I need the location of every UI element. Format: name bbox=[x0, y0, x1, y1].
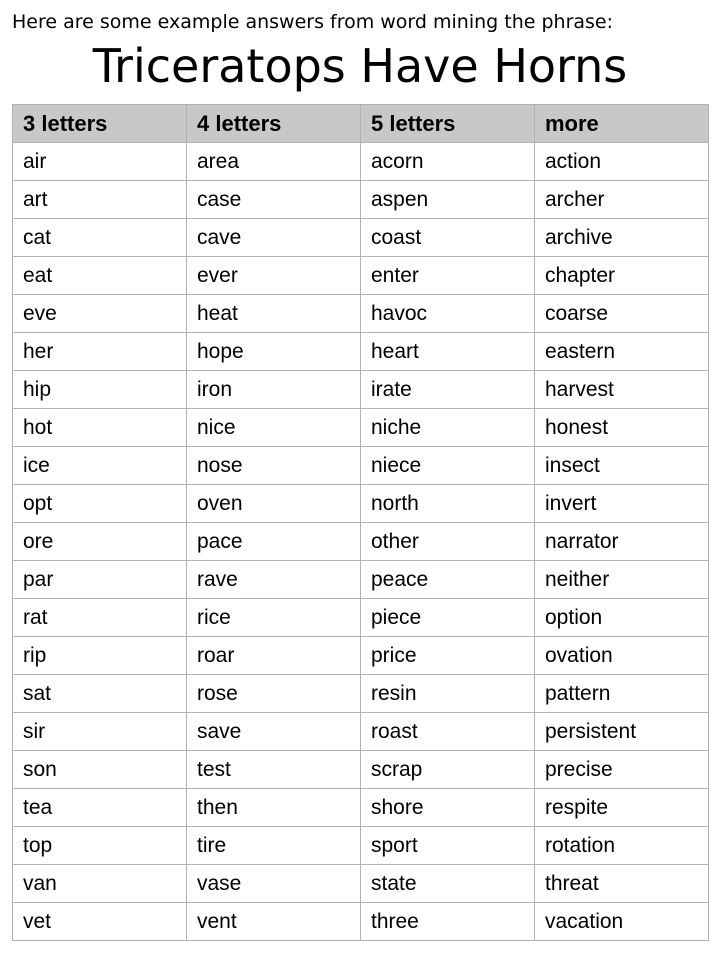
5-letter-word-cell: shore bbox=[361, 789, 535, 827]
4-letter-word-cell: vase bbox=[187, 865, 361, 903]
longer-word-cell: honest bbox=[535, 409, 709, 447]
3-letter-word-cell: par bbox=[13, 561, 187, 599]
4-letter-word-cell: ever bbox=[187, 257, 361, 295]
5-letter-word-cell: roast bbox=[361, 713, 535, 751]
longer-word-cell: option bbox=[535, 599, 709, 637]
3-letter-word-cell: air bbox=[13, 143, 187, 181]
longer-word-cell: insect bbox=[535, 447, 709, 485]
table-row bbox=[13, 143, 709, 181]
3-letter-word-cell: son bbox=[13, 751, 187, 789]
3-letter-word-cell: tea bbox=[13, 789, 187, 827]
table-row bbox=[13, 485, 709, 523]
5-letter-word-cell: enter bbox=[361, 257, 535, 295]
longer-word-cell: archer bbox=[535, 181, 709, 219]
table-row bbox=[13, 333, 709, 371]
longer-word-cell: harvest bbox=[535, 371, 709, 409]
3-letter-word-cell: top bbox=[13, 827, 187, 865]
3-letter-word-cell: van bbox=[13, 865, 187, 903]
5-letter-word-cell: coast bbox=[361, 219, 535, 257]
3-letter-word-cell: ore bbox=[13, 523, 187, 561]
4-letter-word-cell: save bbox=[187, 713, 361, 751]
table-row bbox=[13, 523, 709, 561]
5-letter-word-cell: niche bbox=[361, 409, 535, 447]
3-letter-word-cell: eat bbox=[13, 257, 187, 295]
word-table-header bbox=[13, 105, 709, 143]
5-letter-word-cell: niece bbox=[361, 447, 535, 485]
longer-word-cell: neither bbox=[535, 561, 709, 599]
4-letter-word-cell: iron bbox=[187, 371, 361, 409]
5-letter-word-cell: heart bbox=[361, 333, 535, 371]
4-letter-word-cell: roar bbox=[187, 637, 361, 675]
header-more: more bbox=[535, 105, 709, 143]
4-letter-word-cell: area bbox=[187, 143, 361, 181]
3-letter-word-cell: hot bbox=[13, 409, 187, 447]
table-row bbox=[13, 561, 709, 599]
4-letter-word-cell: test bbox=[187, 751, 361, 789]
4-letter-word-cell: vent bbox=[187, 903, 361, 941]
longer-word-cell: ovation bbox=[535, 637, 709, 675]
table-row bbox=[13, 751, 709, 789]
5-letter-word-cell: other bbox=[361, 523, 535, 561]
5-letter-word-cell: sport bbox=[361, 827, 535, 865]
4-letter-word-cell: hope bbox=[187, 333, 361, 371]
5-letter-word-cell: price bbox=[361, 637, 535, 675]
3-letter-word-cell: opt bbox=[13, 485, 187, 523]
word-table bbox=[12, 104, 709, 941]
3-letter-word-cell: eve bbox=[13, 295, 187, 333]
5-letter-word-cell: three bbox=[361, 903, 535, 941]
table-row bbox=[13, 219, 709, 257]
header-5-letters: 5 letters bbox=[361, 105, 535, 143]
4-letter-word-cell: rose bbox=[187, 675, 361, 713]
4-letter-word-cell: tire bbox=[187, 827, 361, 865]
4-letter-word-cell: pace bbox=[187, 523, 361, 561]
table-row bbox=[13, 827, 709, 865]
table-row bbox=[13, 789, 709, 827]
5-letter-word-cell: north bbox=[361, 485, 535, 523]
table-row bbox=[13, 865, 709, 903]
table-row bbox=[13, 409, 709, 447]
5-letter-word-cell: state bbox=[361, 865, 535, 903]
table-row bbox=[13, 257, 709, 295]
5-letter-word-cell: resin bbox=[361, 675, 535, 713]
header-4-letters: 4 letters bbox=[187, 105, 361, 143]
table-row bbox=[13, 181, 709, 219]
table-row bbox=[13, 295, 709, 333]
4-letter-word-cell: cave bbox=[187, 219, 361, 257]
table-row bbox=[13, 371, 709, 409]
longer-word-cell: respite bbox=[535, 789, 709, 827]
longer-word-cell: threat bbox=[535, 865, 709, 903]
5-letter-word-cell: acorn bbox=[361, 143, 535, 181]
4-letter-word-cell: rice bbox=[187, 599, 361, 637]
4-letter-word-cell: nose bbox=[187, 447, 361, 485]
3-letter-word-cell: rat bbox=[13, 599, 187, 637]
header-3-letters: 3 letters bbox=[13, 105, 187, 143]
longer-word-cell: archive bbox=[535, 219, 709, 257]
4-letter-word-cell: then bbox=[187, 789, 361, 827]
5-letter-word-cell: scrap bbox=[361, 751, 535, 789]
longer-word-cell: chapter bbox=[535, 257, 709, 295]
5-letter-word-cell: peace bbox=[361, 561, 535, 599]
4-letter-word-cell: case bbox=[187, 181, 361, 219]
longer-word-cell: invert bbox=[535, 485, 709, 523]
5-letter-word-cell: irate bbox=[361, 371, 535, 409]
table-row bbox=[13, 447, 709, 485]
4-letter-word-cell: nice bbox=[187, 409, 361, 447]
3-letter-word-cell: sir bbox=[13, 713, 187, 751]
longer-word-cell: rotation bbox=[535, 827, 709, 865]
table-row bbox=[13, 903, 709, 941]
3-letter-word-cell: her bbox=[13, 333, 187, 371]
3-letter-word-cell: rip bbox=[13, 637, 187, 675]
table-row bbox=[13, 675, 709, 713]
word-table-body bbox=[13, 143, 709, 941]
longer-word-cell: precise bbox=[535, 751, 709, 789]
table-row bbox=[13, 637, 709, 675]
3-letter-word-cell: sat bbox=[13, 675, 187, 713]
table-row bbox=[13, 599, 709, 637]
longer-word-cell: coarse bbox=[535, 295, 709, 333]
longer-word-cell: eastern bbox=[535, 333, 709, 371]
longer-word-cell: action bbox=[535, 143, 709, 181]
longer-word-cell: pattern bbox=[535, 675, 709, 713]
5-letter-word-cell: aspen bbox=[361, 181, 535, 219]
3-letter-word-cell: vet bbox=[13, 903, 187, 941]
3-letter-word-cell: art bbox=[13, 181, 187, 219]
3-letter-word-cell: hip bbox=[13, 371, 187, 409]
3-letter-word-cell: ice bbox=[13, 447, 187, 485]
page-title: Triceratops Have Horns bbox=[92, 39, 628, 93]
longer-word-cell: vacation bbox=[535, 903, 709, 941]
table-row bbox=[13, 713, 709, 751]
longer-word-cell: persistent bbox=[535, 713, 709, 751]
5-letter-word-cell: havoc bbox=[361, 295, 535, 333]
header-row bbox=[13, 105, 709, 143]
4-letter-word-cell: rave bbox=[187, 561, 361, 599]
4-letter-word-cell: oven bbox=[187, 485, 361, 523]
intro-text: Here are some example answers from word mining the phrase: bbox=[12, 11, 614, 33]
4-letter-word-cell: heat bbox=[187, 295, 361, 333]
5-letter-word-cell: piece bbox=[361, 599, 535, 637]
3-letter-word-cell: cat bbox=[13, 219, 187, 257]
longer-word-cell: narrator bbox=[535, 523, 709, 561]
